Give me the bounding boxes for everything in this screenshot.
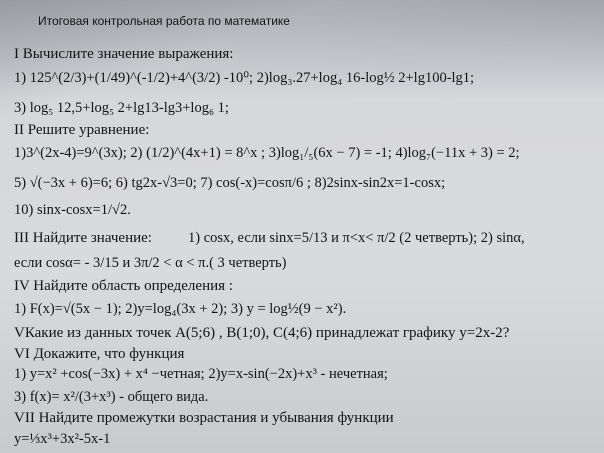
section-7-heading: VII Найдите промежутки возрастания и убывания функции — [14, 410, 394, 426]
section-6-line-1: 1) y=x² +cos(−3x) + x⁴ −четная; 2)y=x-sin(−2x)+x³ - нечетная; — [14, 366, 388, 382]
section-4-line-1: 1) F(x)=√(5x − 1); 2)y=log₄(3x + 2); 3) y = log½(9 − x²). — [14, 301, 347, 317]
section-3-heading: III Найдите значение: — [14, 230, 152, 246]
section-4-heading: IV Найдите область определения : — [14, 278, 233, 294]
section-3-line-2: если cosα= - 3/15 и 3π/2 < α < π.( 3 четверть) — [14, 255, 287, 271]
section-2-line-3: 10) sinx-cosx=1/√2. — [14, 202, 131, 218]
section-2-line-1: 1)3^(2x-4)=9^(3x); 2) (1/2)^(4x+1) = 8^x ; 3)log₁/₅(6x − 7) = -1; 4)log₇(−11x + 3) = 2; — [14, 145, 520, 161]
worksheet-title: Итоговая контрольная работа по математике — [38, 14, 290, 28]
section-7-line-1: y=⅓x³+3x²-5x-1 — [14, 431, 111, 447]
section-5-heading: VКакие из данных точек A(5;6) , B(1;0), C(4;6) принадлежат графику y=2x-2? — [14, 325, 510, 341]
section-2-line-2: 5) √(−3x + 6)=6; 6) tg2x-√3=0; 7) cos(-x)=cosπ/6 ; 8)2sinx-sin2x=1-cosx; — [14, 175, 446, 191]
section-6-line-2: 3) f(x)= x²/(3+x³) - общего вида. — [14, 389, 209, 405]
section-6-heading: VI Докажите, что функция — [14, 346, 185, 362]
section-1-heading: I Вычислите значение выражения: — [14, 46, 234, 62]
section-1-line-2: 3) log₅ 12,5+log₅ 2+lg13-lg3+log₆ 1; — [14, 100, 229, 116]
section-3-line-1: 1) cosx, если sinx=5/13 и π<x< π/2 (2 четверть); 2) sinα, — [188, 230, 525, 246]
section-1-line-1: 1) 125^(2/3)+(1/49)^(-1/2)+4^(3/2) -10⁰; 2)log₃.27+log₄ 16-log½ 2+lg100-lg1; — [14, 70, 475, 86]
section-2-heading: II Решите уравнение: — [14, 122, 150, 138]
